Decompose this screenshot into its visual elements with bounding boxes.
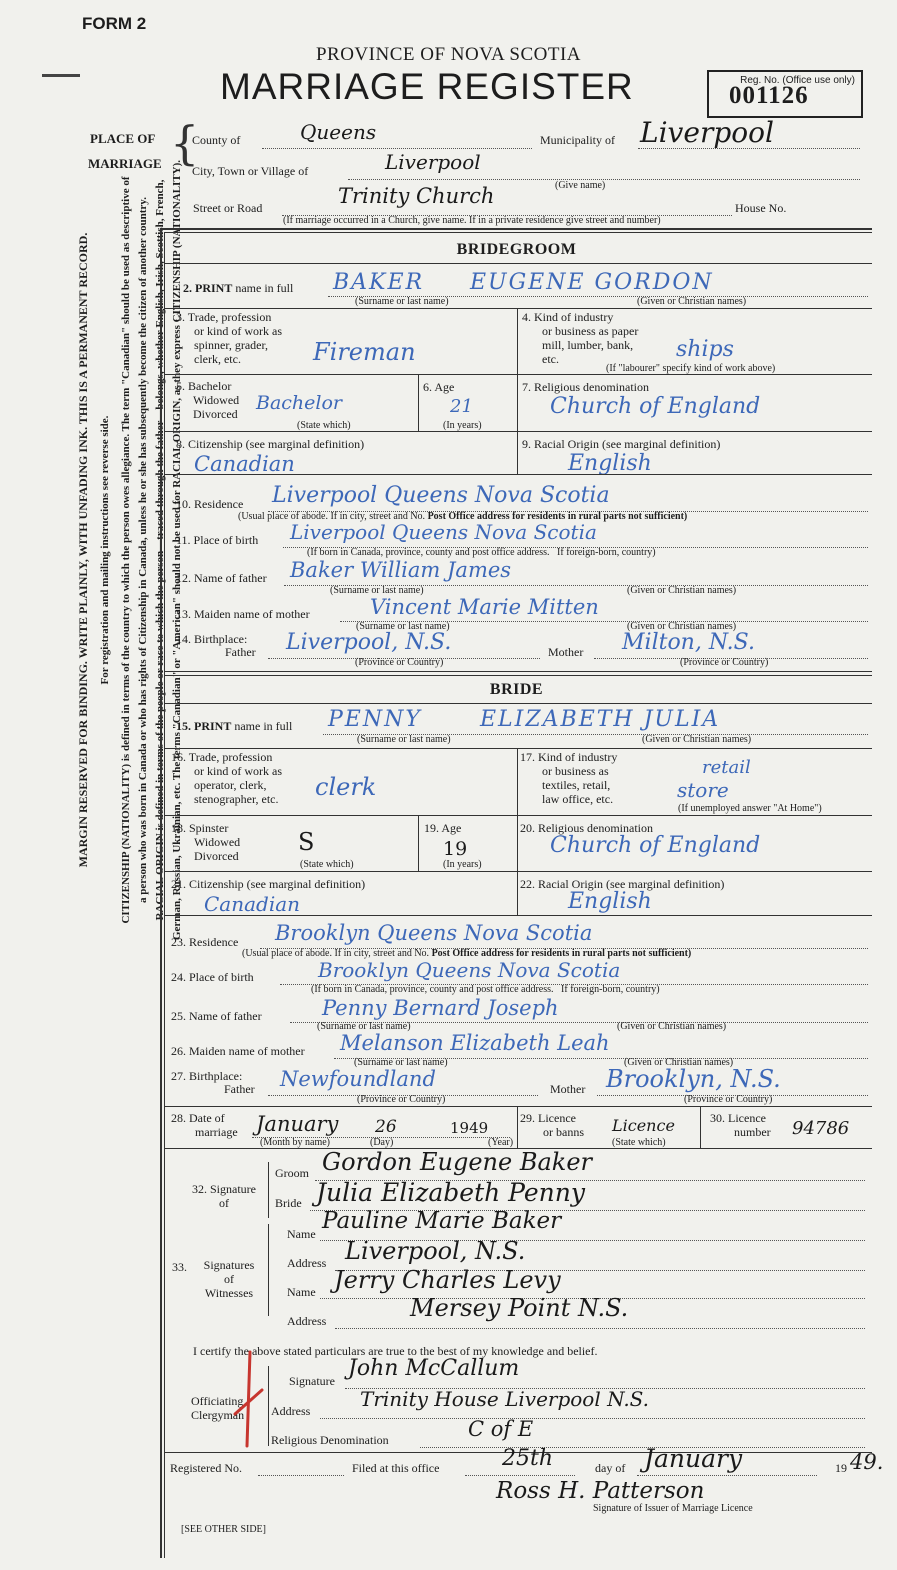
- municipality-value: Liverpool: [640, 116, 774, 149]
- month-caption: (Month by name): [260, 1137, 330, 1148]
- bride-surname: PENNY: [328, 707, 422, 732]
- bride-mother-label: 26. Maiden name of mother: [171, 1044, 305, 1058]
- bride-bp-mother-value: Brooklyn, N.S.: [606, 1065, 781, 1093]
- county-value: Queens: [300, 120, 377, 144]
- groom-birthplace-label: 14. Birthplace:: [176, 632, 248, 646]
- bride-trade-label: 16. Trade, profession or kind of work as operator, clerk, stenographer, etc.: [171, 750, 282, 806]
- bride-bp-mother-caption: (Province or Country): [684, 1094, 773, 1105]
- signature-label: 32. Signature of: [192, 1182, 256, 1210]
- year-caption: (Year): [488, 1137, 514, 1148]
- street-label: Street or Road: [193, 201, 263, 215]
- groom-signature-label: Groom: [275, 1166, 309, 1180]
- bride-mother-value: Melanson Elizabeth Leah: [340, 1031, 610, 1055]
- margin-line-2: For registration and mailing instructions see reverse side.: [99, 415, 111, 685]
- witness1-name: Pauline Marie Baker: [322, 1208, 562, 1234]
- groom-father-label: 12. Name of father: [176, 571, 267, 585]
- bridegroom-heading: BRIDEGROOM: [456, 241, 577, 258]
- filed-month: January: [644, 1444, 743, 1473]
- street-value: Trinity Church: [338, 184, 495, 208]
- municipality-label: Municipality of: [540, 133, 615, 147]
- bride-industry-label: 17. Kind of industry or business as textiles, retail, law office, etc.: [520, 750, 618, 806]
- filed-label: Filed at this office: [352, 1461, 440, 1475]
- give-name-caption: (Give name): [555, 180, 606, 191]
- place-note: (If marriage occurred in a Church, give name. If in a private residence give street and number): [283, 215, 661, 226]
- bride-state-which: (State which): [300, 859, 354, 870]
- groom-industry-value: ships: [676, 337, 734, 362]
- groom-given-caption: (Given or Christian names): [637, 296, 747, 307]
- groom-age-label: 6. Age: [423, 380, 455, 394]
- bride-in-years: (In years): [443, 859, 482, 870]
- bride-mother-surname-caption: (Surname or last name): [354, 1057, 448, 1068]
- marriage-day: 26: [375, 1117, 397, 1137]
- clergy-label: Officiating Clergyman: [191, 1394, 245, 1422]
- groom-father-value: Baker William James: [290, 558, 512, 582]
- groom-father-given-caption: (Given or Christian names): [627, 585, 737, 596]
- groom-birth-label: 11. Place of birth: [176, 533, 259, 547]
- licence-value: Licence: [612, 1116, 675, 1135]
- house-no-label: House No.: [735, 201, 787, 215]
- groom-mother-surname-caption: (Surname or last name): [356, 621, 450, 632]
- bride-status-label: 18. Spinster Widowed Divorced: [171, 821, 241, 863]
- groom-citizenship-label: 8. Citizenship (see marginal definition): [176, 437, 365, 451]
- bride-age-label: 19. Age: [424, 821, 462, 835]
- witness-number: 33.: [172, 1260, 187, 1274]
- bride-racial-label: 22. Racial Origin (see marginal definition): [520, 877, 725, 891]
- groom-name-label: name in full: [235, 281, 294, 295]
- bride-trade-value: clerk: [315, 773, 377, 801]
- marriage-year: 1949: [450, 1119, 489, 1137]
- licence-label: 29. Licence or banns: [520, 1111, 584, 1139]
- groom-birth-value: Liverpool Queens Nova Scotia: [290, 520, 597, 544]
- bride-age-value: 19: [443, 838, 468, 860]
- issuer-signature: Ross H. Patterson: [496, 1478, 705, 1504]
- filed-day: 25th: [502, 1446, 554, 1471]
- bride-citizenship-value: Canadian: [204, 892, 301, 916]
- groom-bp-mother-caption: (Province or Country): [680, 657, 769, 668]
- groom-residence-value: Liverpool Queens Nova Scotia: [272, 483, 610, 508]
- certify-statement: I certify the above stated particulars are true to the best of my knowledge and belief.: [193, 1344, 598, 1358]
- margin-tick: [42, 74, 80, 77]
- licence-number-label: 30. Licence number: [710, 1111, 771, 1139]
- groom-in-years: (In years): [443, 420, 482, 431]
- groom-industry-note: (If "labourer" specify kind of work above): [606, 363, 776, 374]
- bride-industry-value-2: store: [677, 778, 729, 802]
- bride-bp-father-value: Newfoundland: [280, 1067, 436, 1091]
- groom-print-label: [183, 281, 293, 296]
- bride-father-label: 25. Name of father: [171, 1009, 262, 1023]
- groom-residence-label: 10. Residence: [176, 497, 244, 511]
- margin-line-6: German, Russian, Ukrainian, etc. The terms "Canadian" or "American" should not be used for RACIAL ORIGIN, as they express CITIZENSHIP (NATIONALITY).: [171, 159, 183, 941]
- groom-state-which: (State which): [297, 420, 351, 431]
- licence-caption: (State which): [612, 1137, 666, 1148]
- bride-industry-note: (If unemployed answer "At Home"): [678, 803, 822, 814]
- clergy-signature: John McCallum: [348, 1356, 520, 1381]
- groom-signature: Gordon Eugene Baker: [322, 1148, 592, 1176]
- groom-trade-label: 3. Trade, profession or kind of work as spinner, grader, clerk, etc.: [176, 310, 282, 366]
- bride-signature-label: Bride: [275, 1196, 302, 1210]
- year-prefix: 19: [835, 1461, 847, 1475]
- marriage-month: January: [256, 1112, 339, 1136]
- bride-residence-label: 23. Residence: [171, 935, 239, 949]
- bride-racial-value: English: [568, 889, 652, 914]
- page-title: MARRIAGE REGISTER: [220, 66, 634, 107]
- margin-line-3: CITIZENSHIP (NATIONALITY) is defined in terms of the country to which the person owes allegiance. The term "Canadian" should be used as descriptive of: [120, 176, 132, 924]
- witnesses-label: Signatures of Witnesses: [203, 1258, 255, 1300]
- bride-bp-father-label: Father: [224, 1082, 255, 1096]
- groom-bp-mother-value: Milton, N.S.: [622, 630, 755, 655]
- groom-racial-value: English: [568, 451, 652, 476]
- bride-birth-note: (If born in Canada, province, county and post office address. If foreign-born, country): [311, 984, 660, 995]
- bride-father-value: Penny Bernard Joseph: [322, 996, 559, 1020]
- filed-year: 49.: [850, 1450, 884, 1474]
- groom-bp-mother-label: Mother: [548, 645, 584, 659]
- groom-religion-value: Church of England: [550, 394, 761, 419]
- clergy-address-label: Address: [271, 1404, 311, 1418]
- bride-citizenship-label: 21. Citizenship (see marginal definition): [171, 877, 366, 891]
- groom-status-value: Bachelor: [256, 392, 343, 414]
- bride-religion-value: Church of England: [550, 833, 761, 858]
- witness2-address-label: Address: [287, 1314, 327, 1328]
- marriage-label: MARRIAGE: [88, 156, 162, 171]
- groom-birth-note: (If born in Canada, province, county and post office address. If foreign-born, country): [307, 547, 656, 558]
- see-other-side: [SEE OTHER SIDE]: [181, 1524, 266, 1535]
- bride-heading: BRIDE: [489, 681, 544, 698]
- bride-father-given-caption: (Given or Christian names): [617, 1021, 727, 1032]
- groom-given-names: EUGENE GORDON: [470, 270, 714, 295]
- bride-signature: Julia Elizabeth Penny: [316, 1178, 585, 1207]
- city-label: City, Town or Village of: [192, 164, 309, 178]
- groom-father-surname-caption: (Surname or last name): [330, 585, 424, 596]
- margin-line-1: MARGIN RESERVED FOR BINDING. WRITE PLAINLY, WITH UNFADING INK. THIS IS A PERMANENT RECORD.: [76, 232, 90, 868]
- margin-line-4: a person who was born in Canada or who has rights of Citizenship in Canada, unless he or she has subsequently become the citizen of another country.: [137, 197, 149, 903]
- bride-birth-label: 24. Place of birth: [171, 970, 254, 984]
- reg-no-label: Reg. No. (Office use only): [740, 75, 855, 86]
- clergy-address: Trinity House Liverpool N.S.: [360, 1387, 650, 1411]
- bride-bp-father-caption: (Province or Country): [357, 1094, 446, 1105]
- groom-surname: BAKER: [333, 270, 425, 295]
- bride-given-caption: (Given or Christian names): [642, 734, 752, 745]
- groom-age-value: 21: [450, 396, 473, 417]
- form-number: FORM 2: [82, 14, 147, 33]
- groom-industry-label: 4. Kind of industry or business as paper mill, lumber, bank, etc.: [522, 310, 639, 366]
- groom-residence-note: (Usual place of abode. If in city, street and No. Post Office address for residents in rural parts not sufficient): [238, 511, 688, 522]
- registration-number-box: [707, 70, 863, 118]
- issuer-caption: Signature of Issuer of Marriage Licence: [593, 1503, 753, 1514]
- groom-trade-value: Fireman: [313, 338, 416, 366]
- groom-bp-father-label: Father: [225, 645, 256, 659]
- groom-religion-label: 7. Religious denomination: [522, 380, 649, 394]
- bride-residence-note: (Usual place of abode. If in city, street and No. Post Office address for residents in rural parts not sufficient): [242, 948, 692, 959]
- bride-mother-given-caption: (Given or Christian names): [624, 1057, 734, 1068]
- bride-status-value: S: [298, 828, 315, 856]
- witness2-address: Mersey Point N.S.: [410, 1294, 629, 1322]
- bride-residence-value: Brooklyn Queens Nova Scotia: [275, 921, 593, 945]
- bride-given-names: ELIZABETH JULIA: [480, 707, 721, 732]
- red-check-mark: [232, 1350, 272, 1455]
- groom-mother-given-caption: (Given or Christian names): [627, 621, 737, 632]
- groom-bp-father-caption: (Province or Country): [355, 657, 444, 668]
- clergy-signature-label: Signature: [289, 1374, 335, 1388]
- registered-no-label: Registered No.: [170, 1461, 242, 1475]
- groom-mother-label: 13. Maiden name of mother: [176, 607, 310, 621]
- day-caption: (Day): [370, 1137, 394, 1148]
- bride-industry-value-1: retail: [702, 757, 751, 778]
- licence-number-value: 94786: [792, 1118, 850, 1139]
- witness2-name: Jerry Charles Levy: [334, 1266, 561, 1294]
- groom-status-label: 5. Bachelor Widowed Divorced: [176, 379, 240, 421]
- place-brace: {: [170, 116, 200, 170]
- red-mark-icon: [232, 1350, 272, 1450]
- groom-surname-caption: (Surname or last name): [355, 296, 449, 307]
- bride-birthplace-label: 27. Birthplace:: [171, 1069, 243, 1083]
- bride-religion-label: 20. Religious denomination: [520, 821, 653, 835]
- witness2-name-label: Name: [287, 1285, 316, 1299]
- day-of-label: day of: [595, 1461, 626, 1475]
- bride-bp-mother-label: Mother: [550, 1082, 586, 1096]
- bride-father-surname-caption: (Surname or last name): [317, 1021, 411, 1032]
- city-value: Liverpool: [385, 150, 481, 174]
- county-label: County of: [192, 133, 241, 147]
- groom-racial-label: 9. Racial Origin (see marginal definition): [522, 437, 721, 451]
- witness1-name-label: Name: [287, 1227, 316, 1241]
- margin-line-5: RACIAL ORIGIN is defined in terms of the people or race to which the person—traced through the father—belongs, whether English, Irish, Scottish, French,: [154, 179, 166, 921]
- clergy-religion: C of E: [468, 1417, 534, 1441]
- bride-birth-value: Brooklyn Queens Nova Scotia: [318, 958, 621, 982]
- bride-surname-caption: (Surname or last name): [357, 734, 451, 745]
- province-heading: PROVINCE OF NOVA SCOTIA: [315, 44, 582, 65]
- groom-bp-father-value: Liverpool, N.S.: [286, 630, 452, 655]
- witness1-address-label: Address: [287, 1256, 327, 1270]
- groom-print-prefix: 2. PRINT: [183, 281, 233, 295]
- groom-mother-value: Vincent Marie Mitten: [370, 595, 599, 619]
- marriage-date-label: 28. Date of marriage: [171, 1111, 238, 1139]
- groom-citizenship-value: Canadian: [194, 452, 295, 476]
- place-of-label: PLACE OF: [90, 131, 156, 146]
- clergy-religion-label: Religious Denomination: [271, 1433, 389, 1447]
- bride-print-label: 15. PRINT name in full: [176, 719, 293, 733]
- witness1-address: Liverpool, N.S.: [345, 1237, 526, 1265]
- reg-no-value: 001126: [729, 82, 809, 109]
